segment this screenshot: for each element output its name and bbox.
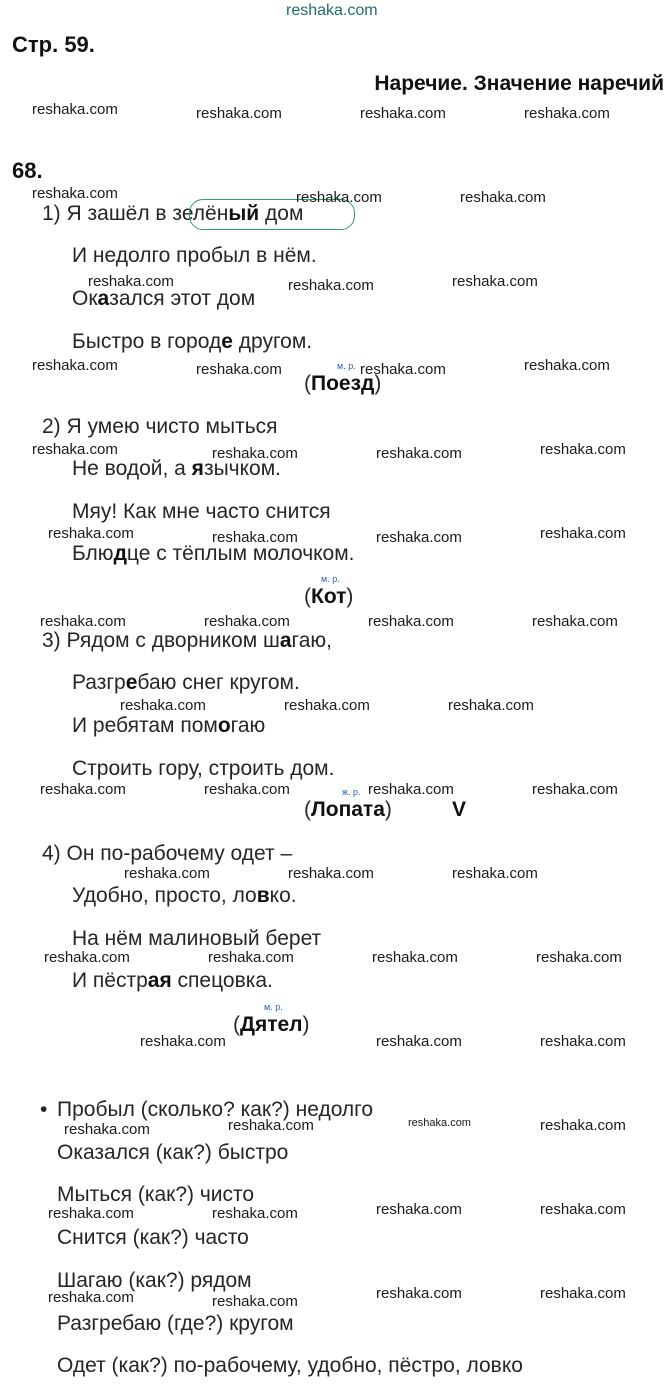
watermark[interactable]: reshaka.com [140,1033,226,1050]
riddle-1-line-1: 1) Я зашёл в зелёный дом [42,202,304,225]
watermark[interactable]: reshaka.com [376,1285,462,1302]
watermark[interactable]: reshaka.com [120,697,206,714]
watermark[interactable]: reshaka.com [360,105,446,122]
watermark[interactable]: reshaka.com [460,189,546,206]
watermark[interactable]: reshaka.com [368,613,454,630]
riddle-4-line-2: Удобно, просто, ловко. [72,884,297,907]
watermark[interactable]: reshaka.com [408,1117,471,1129]
page-number: Стр. 59. [12,32,95,57]
watermark[interactable]: reshaka.com [124,865,210,882]
watermark[interactable]: reshaka.com [524,357,610,374]
watermark[interactable]: reshaka.com [540,441,626,458]
riddle-2-line-2: Не водой, а язычком. [72,457,281,480]
riddle-2-gender-note: м. р. [321,574,340,584]
watermark[interactable]: reshaka.com [532,781,618,798]
exercise-number: 68. [12,158,43,183]
riddle-4-line-1: 4) Он по-рабочему одет – [42,842,293,865]
watermark[interactable]: reshaka.com [288,865,374,882]
watermark[interactable]: reshaka.com [88,273,174,290]
watermark[interactable]: reshaka.com [208,949,294,966]
riddle-1-line-2: И недолго пробыл в нём. [72,244,317,267]
watermark[interactable]: reshaka.com [212,529,298,546]
watermark[interactable]: reshaka.com [452,865,538,882]
watermark[interactable]: reshaka.com [40,781,126,798]
riddle-1-line-4: Быстро в городе другом. [72,330,313,353]
watermark[interactable]: reshaka.com [524,105,610,122]
answer-line-2: Оказался (как?) быстро [57,1141,289,1164]
watermark[interactable]: reshaka.com [204,613,290,630]
watermark[interactable]: reshaka.com [540,525,626,542]
riddle-3-gender-note: ж. р. [342,787,361,797]
check-mark: V [452,798,467,821]
watermark[interactable]: reshaka.com [540,1285,626,1302]
answer-line-1: Пробыл (сколько? как?) недолго [57,1098,374,1121]
answer-line-4: Снится (как?) часто [57,1226,249,1249]
watermark[interactable]: reshaka.com [372,949,458,966]
riddle-3-answer: (Лопата) [304,798,392,821]
riddle-4-line-4: И пёстрая спецовка. [72,969,273,992]
watermark[interactable]: reshaka.com [376,445,462,462]
watermark[interactable]: reshaka.com [32,185,118,202]
answer-line-6: Разгребаю (где?) кругом [57,1312,294,1335]
watermark[interactable]: reshaka.com [204,781,290,798]
riddle-1-line-3: Оказался этот дом [72,287,256,310]
watermark-top[interactable]: reshaka.com [286,2,378,19]
riddle-3-line-2: Разгребаю снег кругом. [72,671,300,694]
watermark[interactable]: reshaka.com [196,105,282,122]
watermark[interactable]: reshaka.com [368,781,454,798]
watermark[interactable]: reshaka.com [540,1117,626,1134]
riddle-1-gender-note: м. р. [337,361,356,371]
watermark[interactable]: reshaka.com [40,613,126,630]
watermark[interactable]: reshaka.com [360,361,446,378]
watermark[interactable]: reshaka.com [32,101,118,118]
watermark[interactable]: reshaka.com [64,1121,150,1138]
watermark[interactable]: reshaka.com [212,445,298,462]
watermark[interactable]: reshaka.com [376,1033,462,1050]
riddle-4-gender-note: м. р. [264,1002,283,1012]
answer-line-5: Шагаю (как?) рядом [57,1269,252,1292]
watermark[interactable]: reshaka.com [540,1033,626,1050]
watermark[interactable]: reshaka.com [212,1293,298,1310]
watermark[interactable]: reshaka.com [536,949,622,966]
watermark[interactable]: reshaka.com [228,1117,314,1134]
riddle-3-line-1: 3) Рядом с дворником шагаю, [42,629,332,652]
riddle-3-line-3: И ребятам помогаю [72,714,266,737]
watermark[interactable]: reshaka.com [288,277,374,294]
watermark[interactable]: reshaka.com [296,189,382,206]
answer-line-3: Мыться (как?) чисто [57,1183,255,1206]
watermark[interactable]: reshaka.com [448,697,534,714]
section-title: Наречие. Значение наречий [374,72,664,95]
riddle-2-line-1: 2) Я умею чисто мыться [42,415,278,438]
watermark[interactable]: reshaka.com [32,441,118,458]
watermark[interactable]: reshaka.com [452,273,538,290]
riddle-2-line-3: Мяу! Как мне часто снится [72,500,331,523]
riddle-2-answer: (Кот) [304,585,354,608]
watermark[interactable]: reshaka.com [284,697,370,714]
watermark[interactable]: reshaka.com [540,1201,626,1218]
watermark[interactable]: reshaka.com [48,1205,134,1222]
watermark[interactable]: reshaka.com [44,949,130,966]
riddle-2-line-4: Блюдце с тёплым молочком. [72,542,355,565]
watermark[interactable]: reshaka.com [32,357,118,374]
watermark[interactable]: reshaka.com [376,1201,462,1218]
watermark[interactable]: reshaka.com [48,1289,134,1306]
riddle-1-answer: (Поезд) [304,372,382,395]
riddle-4-line-3: На нём малиновый берет [72,927,322,950]
watermark[interactable]: reshaka.com [48,525,134,542]
riddle-4-answer: (Дятел) [233,1013,310,1036]
watermark[interactable]: reshaka.com [212,1205,298,1222]
answer-line-7: Одет (как?) по-рабочему, удобно, пёстро, ловко [57,1354,523,1377]
watermark[interactable]: reshaka.com [196,361,282,378]
riddle-3-line-4: Строить гору, строить дом. [72,757,335,780]
watermark[interactable]: reshaka.com [532,613,618,630]
answer-list-bullet: • [40,1098,48,1121]
watermark[interactable]: reshaka.com [376,529,462,546]
